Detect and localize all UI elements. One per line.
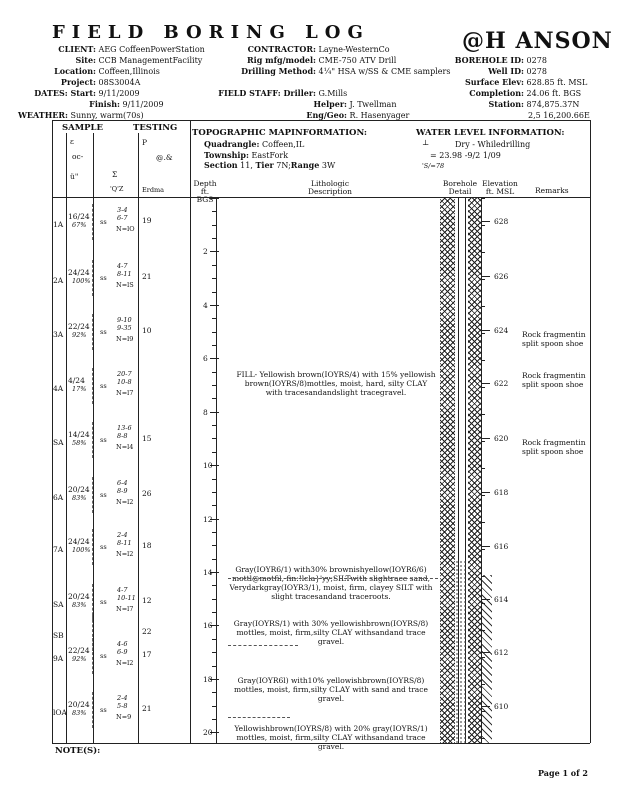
depth-tick [212, 492, 217, 493]
sample-test-value: 10 [142, 326, 152, 335]
quad-label: Quadrangle: [204, 139, 260, 149]
sample-n-value: N=l7 [116, 605, 134, 613]
elev-label: 624 [494, 326, 509, 335]
sample-id: SA [53, 438, 64, 447]
topo-heading: TOPOGRAPHIC MAPINFORMATION: [192, 128, 368, 138]
eng-value: R. Hasenyager [349, 111, 410, 120]
elev-minor-tick [481, 495, 485, 496]
elev-minor-tick [481, 711, 485, 712]
depth-tick [210, 412, 219, 413]
depth-label: 10 [203, 461, 213, 471]
station-label: Station: [488, 99, 524, 109]
elev-minor-tick [481, 549, 485, 550]
depth-tick [210, 358, 219, 359]
sample-recovery: 14/24 [68, 430, 90, 439]
elev-tick [481, 652, 490, 653]
sample-test-value: 19 [142, 216, 152, 225]
surface-label: Surface Elev: [464, 77, 524, 87]
elev-minor-tick [481, 576, 485, 577]
elev-minor-tick [481, 414, 485, 415]
hdr-garble-7: @.& [156, 153, 173, 162]
sample-n-value: N=l2 [116, 498, 134, 506]
sample-blows: 6-4 8-9 [117, 479, 128, 495]
sample-n-value: N=lO [116, 225, 135, 233]
sample-recovery: 20/24 [68, 592, 90, 601]
elev-label: 616 [494, 542, 509, 551]
depth-tick [210, 198, 219, 199]
borehole-header: Borehole Detail [442, 179, 478, 196]
sample-percent: 67% [72, 221, 87, 229]
elev-tick [481, 546, 490, 547]
elev-minor-tick [481, 252, 485, 253]
depth-label: 8 [203, 407, 208, 417]
water-heading: WATER LEVEL INFORMATION: [416, 128, 565, 138]
elev-label: 626 [494, 272, 509, 281]
sample-test-value: 21 [142, 704, 152, 713]
range-label: Range [290, 160, 320, 170]
project-label: Project: [60, 77, 96, 87]
elev-tick [481, 706, 490, 707]
depth-label: 20 [203, 728, 213, 738]
contractor-label: CONTRACTOR: [247, 44, 316, 54]
sample-percent: 100% [72, 546, 91, 554]
hdr-garble-5: 'Q'Z [110, 185, 124, 193]
contact-line-3 [228, 717, 290, 718]
depth-tick [212, 452, 217, 453]
sample-test-value: 21 [142, 272, 152, 281]
depth-tick [212, 706, 217, 707]
depth-tick [212, 639, 217, 640]
sample-blows: 2-4 5-8 [117, 694, 128, 710]
depth-tick [212, 318, 217, 319]
project-value: 08S3004A [98, 78, 141, 87]
elev-minor-tick [481, 738, 485, 739]
sample-recovery: 20/24 [68, 700, 90, 709]
elev-label: 620 [494, 434, 509, 443]
well-label: Well ID: [488, 66, 524, 76]
sample-blows: 4-7 10-11 [117, 586, 136, 602]
sample-n-value: N=lS [116, 281, 134, 289]
depth-tick [212, 332, 217, 333]
elev-minor-tick [481, 333, 485, 334]
sample-id: SA [53, 600, 64, 609]
sample-n-value: N=l2 [116, 550, 134, 558]
elev-label: 618 [494, 488, 509, 497]
depth-tick [212, 692, 217, 693]
hdr-garble-4: Σ [112, 170, 118, 179]
sample-type: ss [100, 652, 107, 660]
sample-type: ss [100, 218, 107, 226]
sample-percent: 92% [72, 331, 87, 339]
depth-label: 16 [203, 621, 213, 631]
sample-type: ss [100, 274, 107, 282]
depth-label: 4 [203, 300, 208, 310]
depth-label: 14 [203, 568, 213, 578]
elev-label: 628 [494, 217, 509, 226]
filter-pack [455, 560, 468, 743]
site-value: CCB ManagementFacility [98, 56, 203, 65]
depth-tick [212, 652, 217, 653]
client-value: AEG CoffeenPowerStation [98, 45, 205, 54]
sample-test-value: 26 [142, 489, 152, 498]
water-line3: 'S/=78 [422, 162, 445, 170]
frame-header-bottom [52, 197, 590, 198]
sample-percent: 92% [72, 655, 87, 663]
col-divider-1 [66, 133, 67, 743]
drilling-label: Drilling Method: [241, 66, 316, 76]
sample-interval-marker [92, 204, 93, 240]
depth-tick [212, 238, 217, 239]
depth-tick [210, 305, 219, 306]
sample-percent: 83% [72, 709, 87, 717]
completion-value: 24.06 ft. BGS [526, 89, 582, 98]
sample-interval-marker [92, 477, 93, 513]
range-value: 3W [321, 161, 336, 170]
eng-label: Eng/Geo: [306, 110, 347, 120]
sample-blows: 13-6 8-8 [117, 424, 132, 440]
sample-id: SB [53, 631, 64, 640]
sample-test-value: 22 [142, 627, 152, 636]
driller-value: G.Mills [318, 89, 348, 98]
testing-heading: TESTING [133, 123, 178, 133]
lith-header: Lithologic Description [307, 179, 353, 196]
company-logo: @H ANSON [462, 28, 613, 54]
elev-tick [481, 330, 490, 331]
sample-n-value: N=9 [116, 713, 132, 721]
rig-value: CME-750 ATV Drill [318, 56, 397, 65]
desc-gray-2: Gray(IOYRS/1) with 30% yellowishbrown(IOYRS/8) mottles, moist, firm,silty CLAY withsandand trace gravel. [233, 619, 429, 646]
quad-value: Coffeen,IL [262, 140, 305, 149]
sample-blows: 2-4 8-11 [117, 531, 132, 547]
native-soil-hatch [481, 575, 492, 743]
sample-type: ss [100, 491, 107, 499]
borehole-label: BOREHOLE ID: [454, 55, 524, 65]
sample-id: 6A [53, 493, 64, 502]
well-value: 0278 [526, 67, 547, 76]
sample-test-value: 17 [142, 650, 152, 659]
sample-test-value: 12 [142, 596, 152, 605]
rig-label: Rig mfg/model: [247, 55, 316, 65]
depth-tick [212, 505, 217, 506]
sample-interval-marker [92, 638, 93, 674]
sample-n-value: N=l4 [116, 443, 134, 451]
elev-minor-tick [481, 225, 485, 226]
sample-percent: 83% [72, 494, 87, 502]
depth-tick [212, 599, 217, 600]
depth-tick [212, 532, 217, 533]
start-label: DATES: Start: [34, 88, 96, 98]
site-label: Site: [75, 55, 96, 65]
depth-tick [212, 479, 217, 480]
water-line2: = 23.98 -9/2 1/09 [430, 151, 501, 160]
sample-id: 9A [53, 654, 64, 663]
tier-value: 7N; [276, 161, 291, 170]
header-middle [200, 44, 470, 121]
sample-n-value: N=l9 [116, 335, 134, 343]
depth-tick [212, 545, 217, 546]
sample-blows: 4-6 6-9 [117, 640, 128, 656]
sample-percent: 100% [72, 277, 91, 285]
depth-tick [212, 385, 217, 386]
elev-minor-tick [481, 198, 485, 199]
sample-recovery: 4/24 [68, 376, 85, 385]
water-line1: Dry - Whiledrilling [455, 140, 531, 149]
page-number: Page 1 of 2 [538, 768, 588, 778]
sample-recovery: 22/24 [68, 322, 90, 331]
start-value: 9/11/2009 [98, 89, 140, 98]
depth-header: Depth ft. BGS [193, 179, 217, 204]
sample-blows: 3-4 6-7 [117, 206, 128, 222]
col-divider-3 [138, 133, 139, 743]
depth-label: 6 [203, 354, 208, 364]
contact-line-2 [228, 645, 298, 646]
elev-tick [481, 276, 490, 277]
depth-tick [210, 251, 219, 252]
borehole-annulus-right [468, 198, 481, 743]
remark-1: Rock fragmentin split spoon shoe [522, 330, 586, 348]
elev-minor-tick [481, 468, 485, 469]
frame-right [590, 120, 591, 743]
sample-n-value: N=l7 [116, 389, 134, 397]
depth-tick [212, 292, 217, 293]
desc-gray-1: Gray(IOYR6/1) with30% brownishyellow(IOYR6/6) mottl@motfil, fin:!lcla}'yy;SILTwith slightrace sand, [232, 565, 430, 583]
sample-interval-marker [92, 422, 93, 458]
township-label: Township: [204, 150, 249, 160]
sample-percent: 83% [72, 601, 87, 609]
header-right [440, 55, 590, 121]
elev-minor-tick [481, 360, 485, 361]
hdr-garble-6: P [142, 138, 148, 147]
depth-tick [212, 278, 217, 279]
depth-tick [212, 372, 217, 373]
depth-tick [212, 612, 217, 613]
borehole-annulus-left [440, 198, 455, 743]
desc-yellowish: Yellowishbrown(IOYRS/8) with 20% gray(IOYRS/1) mottles, moist, firm,silty CLAY withsandand trace gravel. [234, 724, 428, 751]
sample-type: ss [100, 436, 107, 444]
elev-tick [481, 383, 490, 384]
desc-fill: FILL- Yellowish brown(IOYRS/4) with 15% yellowish brown(IOYRS/8)mottles, moist, hard, silty CLAY with tracesandandslight tracegravel. [236, 370, 436, 397]
sample-id: 3A [53, 330, 64, 339]
sample-recovery: 16/24 [68, 212, 90, 221]
sample-heading: SAMPLE [62, 123, 103, 133]
desc-gray-3: Gray(IOYR6l) with10% yellowishbrown(IOYRS/8) mottles, moist, firm,silty CLAY with sand and trace gravel. [234, 676, 428, 703]
remark-3: Rock fragmentin split spoon shoe [522, 438, 586, 456]
col-divider-4 [190, 120, 191, 743]
client-label: CLIENT: [58, 44, 96, 54]
sample-percent: 17% [72, 385, 87, 393]
sample-id: 7A [53, 545, 64, 554]
sample-test-value: 15 [142, 434, 152, 443]
contact-line-1 [228, 578, 438, 579]
depth-tick [212, 666, 217, 667]
sample-recovery: 24/24 [68, 268, 90, 277]
depth-tick [212, 719, 217, 720]
depth-tick [212, 438, 217, 439]
depth-label: 12 [203, 514, 213, 524]
depth-tick [212, 425, 217, 426]
helper-label: Helper: [313, 99, 347, 109]
section-row [204, 160, 335, 171]
col-divider-2 [93, 133, 94, 743]
depth-tick [212, 211, 217, 212]
sample-id: 1A [53, 220, 64, 229]
sample-type: ss [100, 706, 107, 714]
section-label: Section [204, 160, 238, 170]
elev-label: 614 [494, 595, 509, 604]
hdr-garble-8: Erdma [142, 186, 165, 194]
sample-recovery: 20/24 [68, 485, 90, 494]
elev-label: 612 [494, 648, 509, 657]
water-symbol-icon: ⊥ [422, 138, 430, 147]
elev-label: 610 [494, 702, 509, 711]
quad-row [204, 139, 304, 150]
desc-darkgray: Verydarkgray(IOYR3/1), moist, firm, clayey SILT with slight tracesandand traceroots. [229, 583, 433, 601]
township-value: EastFork [251, 151, 289, 160]
frame-top [52, 120, 590, 121]
sample-blows: 9-10 9-35 [117, 316, 132, 332]
depth-tick [212, 585, 217, 586]
depth-ruler [216, 198, 217, 743]
elev-minor-tick [481, 603, 485, 604]
finish-label: Finish: [89, 99, 120, 109]
depth-tick [212, 398, 217, 399]
hdr-garble-2: oc- [72, 152, 84, 161]
elev-tick [481, 599, 490, 600]
sample-interval-marker [92, 692, 93, 728]
sample-interval-marker [92, 260, 93, 296]
station2-value: 2,5 16,200.66E [528, 111, 590, 120]
sample-blows: 4-7 8-11 [117, 262, 132, 278]
sample-recovery: 24/24 [68, 537, 90, 546]
tier-label: Tier [255, 160, 274, 170]
remark-2: Rock fragmentin split spoon shoe [522, 371, 586, 389]
depth-tick [212, 225, 217, 226]
elev-minor-tick [481, 441, 485, 442]
depth-label: 2 [203, 247, 208, 257]
elev-tick [481, 438, 490, 439]
sample-n-value: N=l2 [116, 659, 134, 667]
helper-value: J. Twellman [349, 100, 397, 109]
depth-tick [212, 559, 217, 560]
section-value: 11, [240, 161, 253, 170]
hdr-garble-3: ü" [70, 172, 79, 181]
weather-label: WEATHER: [17, 110, 68, 120]
sample-type: ss [100, 382, 107, 390]
borehole-value: 0278 [526, 56, 547, 65]
weather-value: Sunny, warm(70s) [70, 111, 144, 120]
location-label: Location: [54, 66, 96, 76]
sample-recovery: 22/24 [68, 646, 90, 655]
frame-left [52, 120, 53, 743]
sample-id: lOA [53, 708, 67, 717]
location-value: Coffeen,Illinois [98, 67, 160, 76]
elev-label: 622 [494, 379, 509, 388]
remarks-header: Remarks [535, 186, 569, 195]
notes-label: NOTE(S): [55, 746, 101, 756]
sample-type: ss [100, 328, 107, 336]
depth-tick [212, 265, 217, 266]
elev-minor-tick [481, 279, 485, 280]
completion-label: Completion: [469, 88, 524, 98]
hdr-garble-1: ε [70, 137, 74, 146]
sample-percent: 58% [72, 439, 87, 447]
sample-id: 4A [53, 384, 64, 393]
elev-minor-tick [481, 387, 485, 388]
sample-interval-marker [92, 368, 93, 404]
surface-value: 628.85 ft. MSL [526, 78, 588, 87]
elev-minor-tick [481, 630, 485, 631]
elev-tick [481, 221, 490, 222]
sample-test-value: 18 [142, 541, 152, 550]
contractor-value: Layne-WesternCo [318, 45, 390, 54]
sample-interval-marker [92, 314, 93, 350]
elev-minor-tick [481, 306, 485, 307]
elev-minor-tick [481, 684, 485, 685]
elev-minor-tick [481, 522, 485, 523]
elev-tick [481, 492, 490, 493]
sample-type: ss [100, 543, 107, 551]
depth-label: 18 [203, 674, 213, 684]
elev-minor-tick [481, 657, 485, 658]
page-title: FIELD BORING LOG [52, 22, 370, 43]
elev-header: Elevation ft. MSL [482, 179, 518, 196]
sample-interval-marker [92, 529, 93, 565]
sample-id: 2A [53, 276, 64, 285]
station-value: 874,875.37N [526, 100, 580, 109]
sample-blows: 20-7 10-8 [117, 370, 132, 386]
driller-label: FIELD STAFF: Driller: [218, 88, 316, 98]
drilling-value: 4¼" HSA w/SS & CME samplers [318, 67, 451, 76]
depth-tick [212, 345, 217, 346]
sample-type: ss [100, 598, 107, 606]
finish-value: 9/11/2009 [122, 100, 164, 109]
